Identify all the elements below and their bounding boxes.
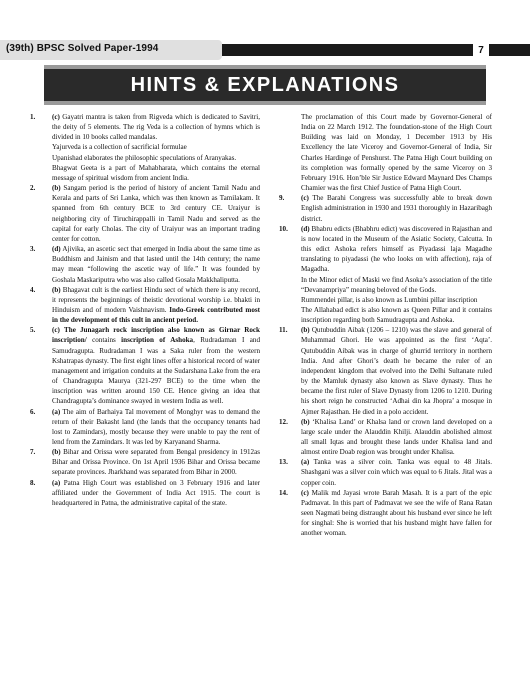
answer-entry (30, 447, 260, 477)
explanation-text: In the Minor edict of Maski we find Asoka’s association of the title “Devanampriya” meaning beloved of the Gods. (301, 275, 492, 294)
answer-entry (30, 112, 260, 183)
answer-entry-continued (279, 112, 492, 193)
explanation-text: Ajivika, an ascetic sect that emerged in India about the same time as Buddhism and Jainism and that lasted until the 14th century; the name may mean “following the ascetic way of life.” It was founded by Goshala Maskariputra who was also called Gosala Makkhaliputta. (52, 245, 260, 284)
answer-option: (b) (52, 448, 61, 457)
answer-entry (279, 224, 492, 326)
book-label: (39th) BPSC Solved Paper-1994 (6, 43, 159, 54)
explanation-text: Malik md Jayasi wrote Barah Masah. It is a part of the epic Padmavat. In this part of Padmavat we see the wife of Rana Ratan seen Nagmati being distraught about his husband ever since he left for singhal: She is worried that his husband might have fallen for another woman. (301, 488, 492, 538)
answer-entry (279, 417, 492, 458)
explanation-text: , Rudradaman I and Samudragupta. Rudradaman I was a Saka ruler from the western Kshatrapas dynasty. The first eight lines offer a historical record of water management and irrigation conduits at the Sudarshana Lake from the era of Chandragupta Maurya (321-297 BCE) to the time when the inscription was written around 150 CE. Hence giving an idea that Chandragupta’s dominance swayed in western India as well. (52, 336, 260, 406)
answer-entry (279, 193, 492, 223)
answer-entry (30, 407, 260, 448)
answer-option: (b) (301, 326, 310, 335)
explanation-bold-text: Indo-Greek contributed most in the development of this cult in ancient period. (52, 305, 260, 325)
answer-option: (c) (52, 326, 60, 335)
explanation-text: Upanishad elaborates the philosophic speculations of Aranyakas. (52, 153, 237, 162)
explanation-text: Bhabru edicts (Bhabhru edict) was discovered in Rajasthan and is now located in the Museum of the Asiatic Society, Calcutta. In this edict Ashoka refers himself as Piyadassi laja Magadhe translating to piyadassi (he who looks on with affection), raja of Magadha. (301, 224, 492, 274)
answer-entry (30, 244, 260, 285)
explanation-text: The proclamation of this Court made by Governor-General of India on 22 March 1912. The foundation-stone of the High Court Building was laid on Monday, 1 December 1913 by His Excellency the late Viceroy and Governor-General of India, Sir Charles Hardinge of Penshurst. The Patna High Court building on its completion was formally opened by the same Viceroy on 3 February 1916. Hon’ble Sir Justice Edward Maynard Des Champs Chamier was the first Chief Justice of Patna High Court. (301, 113, 492, 193)
question-number: 13. (279, 458, 288, 467)
explanation-text: ‘Khalisa Land’ or Khalsa land or crown land developed on a large scale under the Alauddin Khilji. Alauddin abolished almost all small Iqtas and brought these lands under Khalisa land and almost entire Doab region was brought under Khalisa. (301, 417, 492, 457)
right-column (279, 112, 492, 539)
answer-entry (30, 183, 260, 244)
question-number: 12. (279, 417, 288, 426)
explanation-text: Tanka was a silver coin. Tanka was equal to 48 Jitals. Shashgani was a silver coin which was equal to 6 Jitals. Jital was a copper coin. (301, 458, 492, 487)
section-banner (44, 65, 486, 105)
answer-option: (b) (52, 285, 61, 294)
explanation-text: The Barahi Congress was successfully able to break down English administration in 1930 and 1931 thoroughly in Hazaribagh district. (301, 194, 492, 223)
question-number: 2. (30, 184, 36, 193)
explanation-bold-text: The Junagarh rock inscription also known as Girnar Rock inscription/ (52, 326, 260, 345)
question-number: 1. (30, 113, 36, 121)
answer-entry (279, 325, 492, 416)
answer-entry (279, 488, 492, 539)
answer-option: (c) (301, 488, 309, 497)
answer-entry (30, 285, 260, 326)
answer-option: (b) (52, 184, 61, 193)
explanation-text: Bhagwat Geeta is a part of Mahabharata, which contains the eternal message of spiritual wisdom from ancient India. (52, 163, 260, 182)
explanation-text: Bihar and Orissa were separated from Bengal presidency in 1912as Bihar and Orissa Province. On 1st April 1936 Bihar and Orissa became separate provinces. Jharkhand was separated from Bihar in 2000. (52, 448, 260, 477)
answer-option: (d) (301, 224, 310, 233)
answer-option: (b) (301, 417, 310, 426)
explanation-text: Sangam period is the period of history of ancient Tamil Nadu and Kerala and parts of Sri Lanka, which was then known as Tamilakam. It spanned from 6th century BCE to 3rd century CE. Uraiyur is neighboring city of Tiruchirappalli in Tamil Nadu and served as the capital for early Cholas. The city of Uraiyur was an important trading center for cotton. (52, 184, 260, 243)
explanation-text: The aim of Barhaiya Tal movement of Monghyr was to demand the return of their Bakasht land (the lands that the occupancy tenants had lost to Zamindars), mostly because they were unable to pay the rent of lend from the Zamindars. It was led by Karyanand Sharma. (52, 407, 260, 446)
question-number: 6. (30, 407, 36, 416)
explanation-text: Gayatri mantra is taken from Rigveda which is dedicated to Savitri, the deity of 5 elements. The rig Veda is a collection of hymns which is divided in 10 books called mandalas. (52, 113, 260, 142)
explanation-text: Rummendei pillar, is also known as Lumbini pillar inscription (301, 295, 478, 304)
answer-option: (a) (52, 478, 61, 487)
answer-option: (c) (301, 194, 309, 203)
left-column (30, 112, 260, 508)
answer-option: (a) (52, 407, 61, 416)
answer-option: (a) (301, 458, 310, 467)
page-number: 7 (473, 43, 489, 59)
section-title: HINTS & EXPLANATIONS (130, 73, 400, 96)
answer-option: (d) (52, 245, 61, 254)
question-number: 8. (30, 478, 36, 487)
answer-option: (c) (52, 113, 60, 121)
question-number: 14. (279, 488, 288, 497)
explanation-text: Yajurveda is a collection of sacrificial formulae (52, 143, 187, 152)
question-number: 3. (30, 245, 36, 254)
explanation-text: Qutubuddin Aibak (1206 – 1210) was the slave and general of Muhammad Ghori. He was appointed as the first ‘Aqta’. Qutubuddin Aibak was in charge of ghurrid territory in northern India. And after Ghori’s death he became the ruler of an independent kingdom that evolved into the Delhi Sultanate ruled by the Mamluk dynasty also known as Slave dynasty. Thus he became the first ruler of Slave Dynasty from 1206 to 1210. During his short reign he constructed ‘Adhai din ka Jhopra’ a mosque in Ajmer Rajasthan. He died in a polo accident. (301, 326, 492, 416)
answer-entry (279, 457, 492, 487)
explanation-bold-text: inscription of Ashoka (121, 336, 194, 345)
question-number: 10. (279, 224, 288, 233)
answer-entry (30, 325, 260, 406)
question-number: 4. (30, 285, 36, 294)
answer-entry (30, 478, 260, 508)
question-number: 7. (30, 448, 36, 457)
explanation-text: Patna High Court was established on 3 February 1916 and later affiliated under the Government of India Act 1915. The court is headquartered in Patna, the administrative capital of the state. (52, 478, 260, 507)
question-number: 9. (279, 194, 285, 203)
explanation-text: The Allahabad edict is also known as Queen Pillar and it contains inscription regarding both Samudragupta and Ashoka. (301, 305, 492, 325)
explanation-text: Bhagavat cult is the earliest Hindu sect of which there is any record, it represents the beginnings of theistic devotional worship i.e. bhakti in Hinduism and of modern Vaishnavism. (52, 285, 260, 314)
question-number: 5. (30, 326, 36, 335)
question-number: 11. (279, 326, 288, 335)
explanation-text: contains (86, 336, 122, 345)
